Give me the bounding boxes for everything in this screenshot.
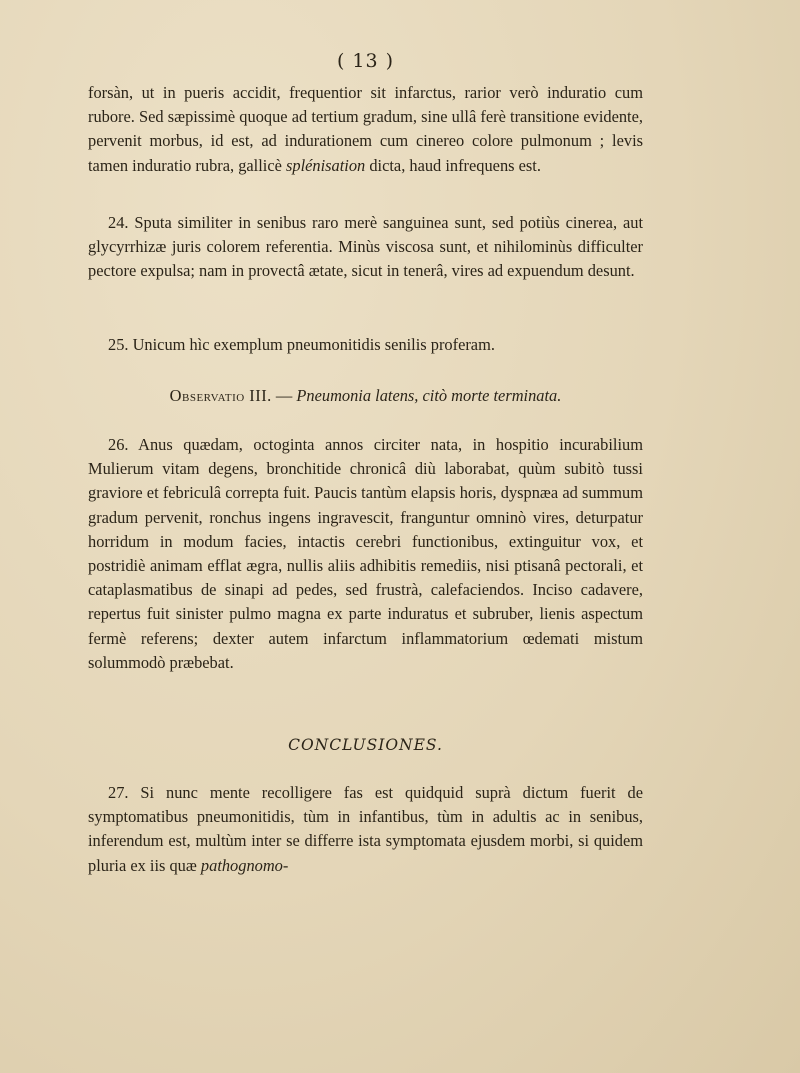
paragraph-27: [88, 781, 643, 878]
paragraph-25-text: 25. Unicum hìc exemplum pneumonitidis senilis proferam.: [108, 335, 495, 354]
page-number: ( 13 ): [336, 50, 395, 72]
observatio-dash: —: [275, 386, 293, 405]
paragraph-25: [88, 333, 643, 357]
paragraph-continued-end: dicta, haud infrequens est.: [369, 155, 541, 175]
italic-term-pathognomo: pathognomo-: [200, 855, 289, 875]
paragraph-26: [88, 433, 643, 675]
paragraph-continued: [88, 81, 643, 178]
paragraph-24: [88, 211, 643, 284]
observatio-label: Observatio III.: [169, 386, 272, 405]
italic-term-splenisation: splénisation: [286, 155, 366, 175]
paragraph-24-text: 24. Sputa similiter in senibus raro merè sanguinea sunt, sed potiùs cinerea, aut glycyrrhizæ juris colorem referentia. Minùs viscosa sunt, et nihilominùs difficulter pectore expulsa; nam in provectâ ætate, sicut in tenerâ, vires ad expuendum desunt.: [88, 213, 643, 281]
observatio-heading: [88, 384, 643, 408]
paragraph-continued-text: forsàn, ut in pueris accidit, frequentior sit infarctus, rarior verò induratio cum rubore. Sed sæpissimè quoque ad tertium gradum, sine ullâ ferè transitione evidente, pervenit morbus, id est, ad indurationem cum cinereo colore pulmonum ; levis tamen induratio rubra, gallicè: [88, 83, 643, 175]
conclusiones-heading: CONCLUSIONES.: [288, 736, 443, 754]
book-page: [88, 48, 643, 875]
paragraph-27-text: 27. Si nunc mente recolligere fas est quidquid suprà dictum fuerit de symptomatibus pneumonitidis, tùm in infantibus, tùm in adultis ac in senibus, inferendum est, multùm inter se differre ista symptomata ejusdem morbi, si quidem pluria ex iis quæ: [88, 783, 643, 875]
paragraph-26-text: 26. Anus quædam, octoginta annos circiter nata, in hospitio incurabilium Mulierum vitam degens, bronchitide chronicâ diù laborabat, quùm subitò tussi graviore et febriculâ correpta fuit. Paucis tantùm elapsis horis, dyspnæa ad summum gradum pervenit, ronchus ingens ingravescit, franguntur omninò vires, deturpatur horridum in modum facies, intactis cerebri functionibus, extinguitur vox, et postridiè animam efflat ægra, nullis aliis adhibitis remediis, nisi ptisanâ pectorali, et cataplasmatibus de sinapi ad pedes, sed frustrà, calefaciendos. Inciso cadavere, repertus fuit sinister pulmo magna ex parte induratus et subruber, lienis aspectum fermè referens; dexter autem infarctum inflammatorium œdemati mistum solummodò præbebat.: [88, 435, 643, 672]
observatio-title: Pneumonia latens, citò morte terminata.: [296, 386, 562, 405]
